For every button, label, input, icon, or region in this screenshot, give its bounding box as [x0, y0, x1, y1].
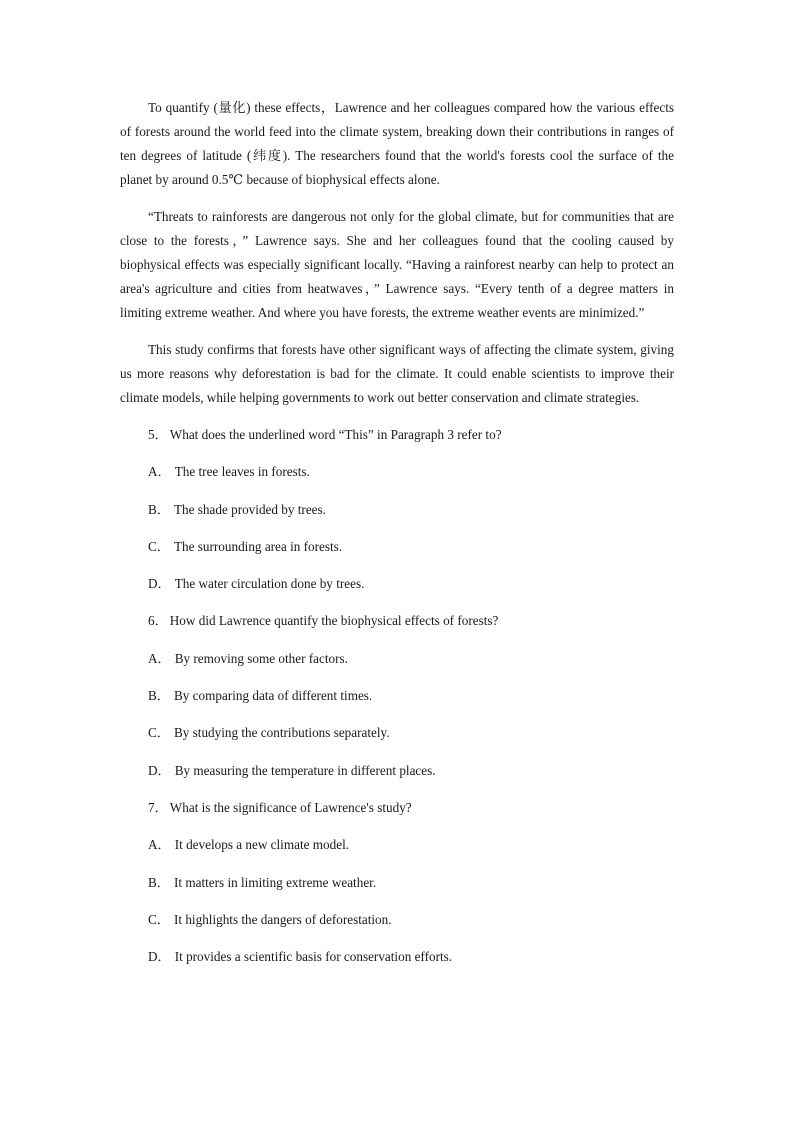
option-text: The tree leaves in forests. [174, 464, 310, 480]
option-letter: B． [148, 501, 170, 517]
question-stem [148, 423, 674, 447]
option-letter: A． [148, 837, 171, 853]
option-letter: A． [148, 464, 171, 480]
question-text: What is the significance of Lawrence's study? [169, 799, 412, 815]
answer-option [148, 535, 674, 559]
option-text: By removing some other factors. [174, 650, 348, 666]
question-number: 6． [148, 613, 168, 629]
option-text: It provides a scientific basis for conservation efforts. [174, 949, 453, 965]
option-text: It highlights the dangers of deforestation. [173, 911, 392, 927]
question-number: 5． [148, 427, 168, 442]
question-stem [148, 609, 674, 633]
answer-option [148, 460, 674, 484]
option-letter: C． [148, 538, 170, 554]
option-text: It matters in limiting extreme weather. [173, 874, 377, 890]
question-stem [148, 796, 674, 820]
option-text: By studying the contributions separately. [173, 725, 390, 741]
question-block [120, 796, 674, 969]
option-text: The surrounding area in forests. [173, 538, 343, 554]
question-text: How did Lawrence quantify the biophysical effects of forests? [169, 613, 499, 629]
option-text: The water circulation done by trees. [174, 576, 365, 592]
option-text: By comparing data of different times. [173, 688, 373, 704]
passage-paragraph: “Threats to rainforests are dangerous not only for the global climate, but for communities that are close to the forests，” Lawrence says. She and her colleagues found that the cooling caused by biophysical effects was especially significant locally. “Having a rainforest nearby can help to protect an area's agriculture and cities from heatwaves，” Lawrence says. “Every tenth of a degree matters in limiting extreme weather. And where you have forests, the extreme weather events are minimized.” [120, 209, 674, 320]
answer-option [148, 833, 674, 857]
option-letter: B． [148, 688, 170, 704]
option-text: The shade provided by trees. [173, 501, 326, 517]
question-number: 7． [148, 799, 168, 815]
answer-option [148, 498, 674, 522]
option-letter: D． [148, 949, 171, 965]
answer-option [148, 908, 674, 932]
answer-option [148, 647, 674, 671]
answer-option [148, 871, 674, 895]
passage-paragraph: To quantify (量化) these effects，Lawrence and her colleagues compared how the various effects of forests around the world feed into the climate system, breaking down their contributions in ranges of ten degrees of latitude (纬度). The researchers found that the world's forests cool the surface of the planet by around 0.5℃ because of biophysical effects alone. [120, 100, 674, 187]
option-letter: B． [148, 874, 170, 890]
answer-option [148, 945, 674, 969]
answer-option [148, 684, 674, 708]
answer-option [148, 721, 674, 745]
option-letter: C． [148, 725, 170, 741]
document-page [120, 96, 674, 982]
answer-option [148, 572, 674, 596]
option-letter: D． [148, 576, 171, 592]
question-block [120, 423, 674, 596]
answer-option [148, 759, 674, 783]
option-letter: D． [148, 762, 171, 778]
passage-paragraph: This study confirms that forests have other significant ways of affecting the climate system, giving us more reasons why deforestation is bad for the climate. It could enable scientists to improve their climate models, while helping governments to work out better conservation and climate strategies. [120, 342, 674, 405]
option-text: By measuring the temperature in different places. [174, 762, 436, 778]
option-letter: C． [148, 911, 170, 927]
question-block [120, 609, 674, 782]
question-text: What does the underlined word “This” in Paragraph 3 refer to? [169, 427, 502, 442]
option-letter: A． [148, 650, 171, 666]
option-text: It develops a new climate model. [174, 837, 350, 853]
